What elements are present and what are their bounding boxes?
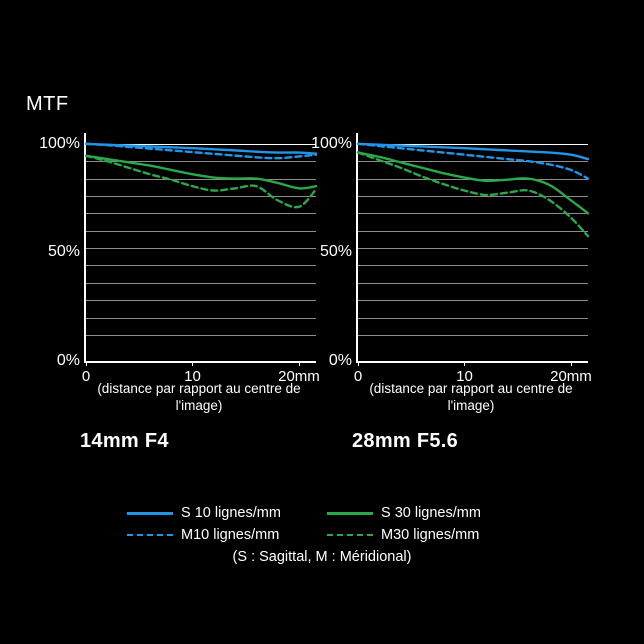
chart-title: 28mm F5.6	[352, 430, 459, 452]
y-tick-label: 0%	[328, 352, 352, 369]
y-tick-label: 100%	[311, 134, 352, 152]
legend-label: S 30 lignes/mm	[381, 505, 481, 521]
curve	[358, 153, 588, 214]
legend-row-1	[0, 505, 644, 521]
x-tick-label: 10	[184, 368, 201, 385]
x-tick	[571, 361, 572, 366]
legend-swatch	[127, 529, 173, 541]
x-tick	[86, 361, 87, 366]
chart-title: 14mm F4	[80, 430, 169, 452]
x-tick-label: 0	[81, 368, 91, 385]
x-tick-label: 0	[353, 368, 363, 385]
legend-entry	[327, 527, 517, 543]
legend-swatch	[127, 507, 173, 519]
x-tick	[299, 361, 300, 366]
y-tick-label: 100%	[39, 134, 80, 152]
legend-swatch	[327, 529, 373, 541]
x-tick-label: 10	[456, 368, 473, 385]
mtf-curves	[86, 133, 316, 361]
legend-entry	[327, 505, 517, 521]
legend-label: S 10 lignes/mm	[181, 505, 281, 521]
legend-entry	[127, 527, 327, 543]
x-tick	[464, 361, 465, 366]
y-tick-label: 50%	[319, 243, 352, 261]
x-tick-label: 20mm	[278, 368, 320, 385]
curve	[86, 144, 316, 158]
legend-entry	[127, 505, 327, 521]
curve	[86, 156, 316, 207]
legend-label: M30 lignes/mm	[381, 527, 480, 543]
x-tick-label: 20mm	[550, 368, 592, 385]
legend-row-2	[0, 527, 644, 543]
y-tick-label: 0%	[56, 352, 80, 369]
legend-swatch	[327, 507, 373, 519]
mtf-curves	[358, 133, 588, 361]
legend-label: M10 lignes/mm	[181, 527, 280, 543]
x-axis-caption: (distance par rapport au centre de l'image)	[97, 381, 301, 413]
plot-area	[311, 133, 592, 385]
y-tick-label: 50%	[47, 243, 80, 261]
curve	[86, 156, 316, 189]
legend-note: (S : Sagittal, M : Méridional)	[232, 549, 412, 565]
chart-28mm-f56	[311, 133, 592, 452]
legend	[0, 505, 644, 565]
x-axis-caption: (distance par rapport au centre de l'image)	[369, 381, 573, 413]
mtf-axis-title: MTF	[26, 93, 69, 115]
x-tick	[358, 361, 359, 366]
chart-14mm-f4	[39, 133, 320, 452]
plot-area	[39, 133, 320, 385]
x-tick	[192, 361, 193, 366]
